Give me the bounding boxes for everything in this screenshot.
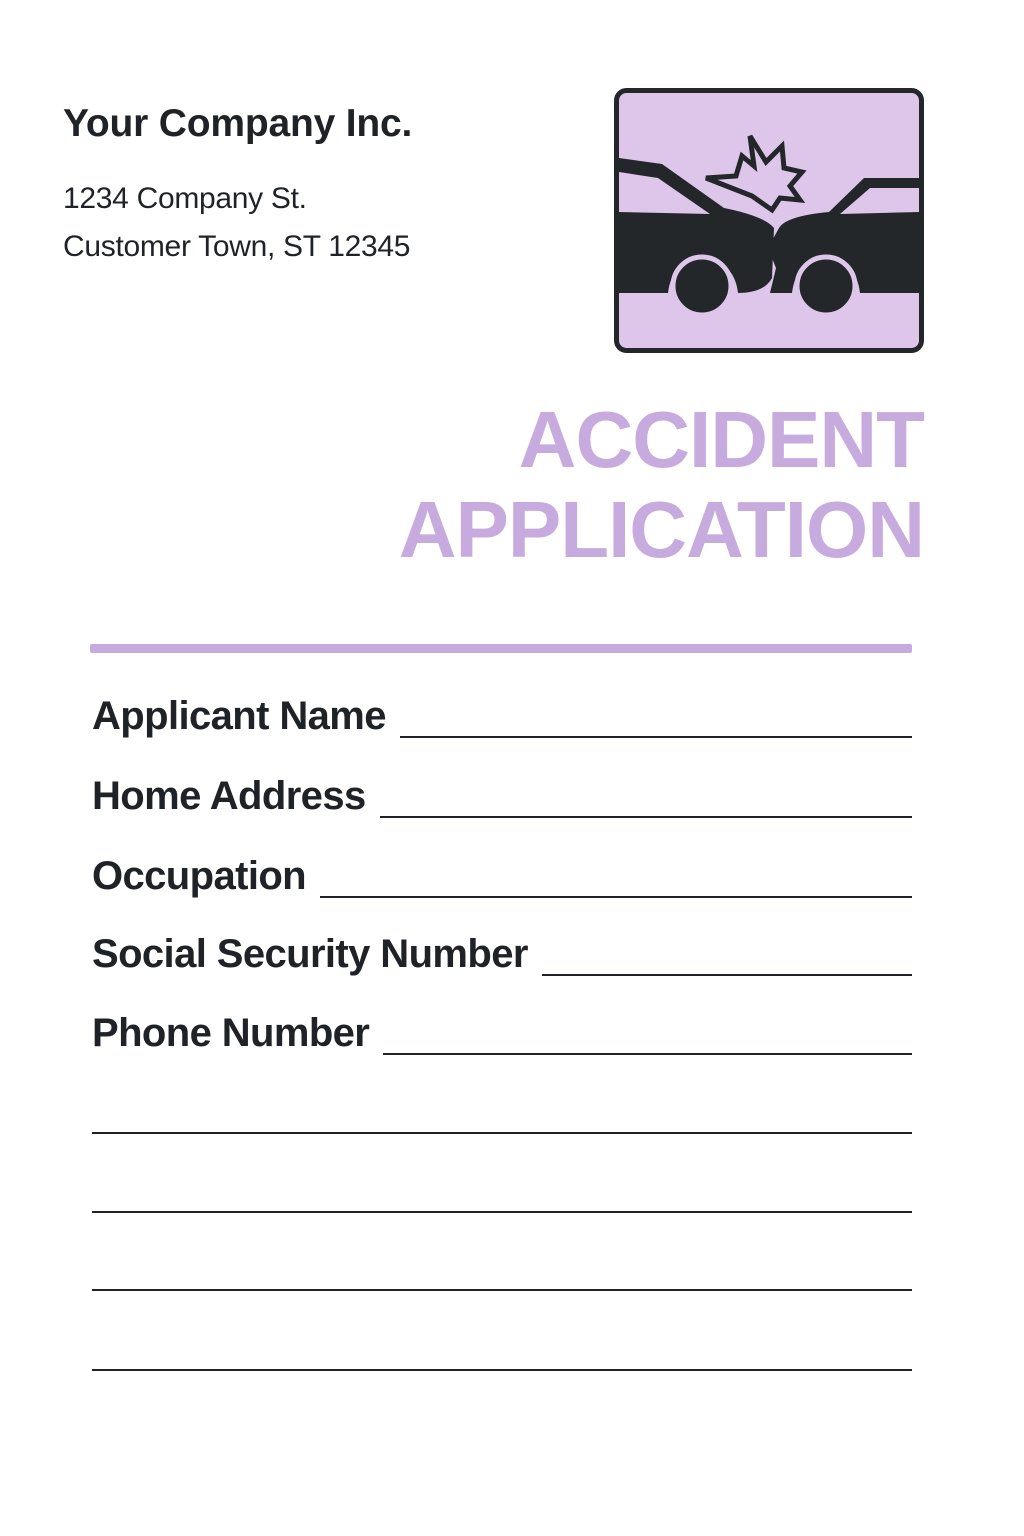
occupation-input-line[interactable]	[320, 896, 912, 898]
field-label: Home Address	[92, 774, 366, 818]
title-line-application: APPLICATION	[398, 485, 924, 574]
field-applicant-name	[92, 688, 912, 738]
title-line-accident: ACCIDENT	[518, 395, 924, 484]
car-crash-icon	[614, 88, 924, 353]
blank-write-line[interactable]	[92, 1211, 912, 1213]
field-label: Applicant Name	[92, 694, 386, 738]
field-label: Occupation	[92, 854, 307, 898]
field-social-security-number	[92, 926, 912, 976]
applicant-name-input-line[interactable]	[400, 736, 912, 738]
field-label: Social Security Number	[92, 932, 528, 976]
field-phone-number	[92, 1005, 912, 1055]
company-address-line-1: 1234 Company St.	[63, 182, 307, 215]
blank-write-line[interactable]	[92, 1369, 912, 1371]
logo-box	[614, 88, 924, 353]
company-address-line-2: Customer Town, ST 12345	[63, 230, 411, 263]
phone-number-input-line[interactable]	[383, 1053, 912, 1055]
accent-divider	[90, 644, 912, 653]
field-label: Phone Number	[92, 1011, 370, 1055]
blank-write-line[interactable]	[92, 1289, 912, 1291]
company-name: Your Company Inc.	[63, 102, 413, 145]
social-security-number-input-line[interactable]	[542, 974, 912, 976]
home-address-input-line[interactable]	[380, 816, 912, 818]
blank-write-line[interactable]	[92, 1132, 912, 1134]
field-occupation	[92, 848, 912, 898]
field-home-address	[92, 768, 912, 818]
